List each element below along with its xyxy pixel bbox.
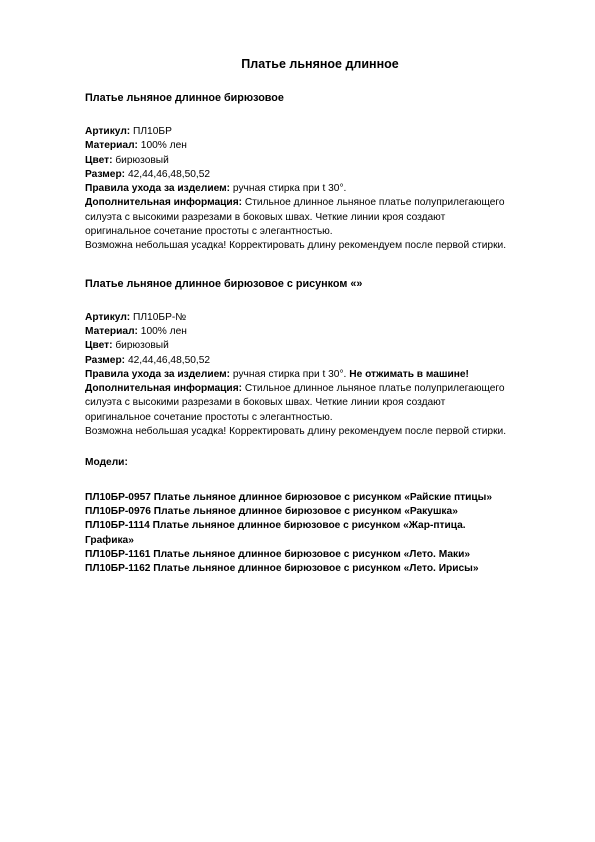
product-title: Платье льняное длинное бирюзовое с рисунком «»	[85, 277, 363, 290]
info-text-line-2: силуэта с высокими разрезами в боковых швах. Четкие линии кроя создают	[85, 211, 446, 223]
models-heading: Модели:	[85, 457, 128, 469]
color-row	[85, 339, 565, 353]
size-value: 42,44,46,48,50,52	[127, 354, 211, 366]
care-label: Правила ухода за изделием:	[85, 183, 231, 195]
model-item: ПЛ10БР-1114 Платье льняное длинное бирюзовое с рисунком «Жар-птица.	[85, 520, 466, 532]
material-row	[85, 139, 565, 153]
article-label: Артикул:	[85, 311, 131, 323]
info-label: Дополнительная информация:	[85, 383, 243, 395]
info-text-line-1: Стильное длинное льняное платье полуприлегающего	[244, 197, 505, 209]
info-text-line-3: оригинальное сочетание простоты с элегантностью.	[85, 226, 333, 238]
document-title: Платье льняное длинное	[241, 57, 399, 71]
material-label: Материал:	[85, 325, 138, 337]
info-row	[85, 382, 565, 396]
product-title: Платье льняное длинное бирюзовое	[85, 92, 284, 104]
size-row	[85, 168, 565, 182]
article-value: ПЛ10БР	[133, 126, 172, 137]
models-section	[85, 456, 565, 576]
article-value: ПЛ10БР-№	[133, 311, 187, 323]
model-item: ПЛ10БР-0976 Платье льняное длинное бирюзовое с рисунком «Ракушка»	[85, 505, 458, 517]
care-warning: Не отжимать в машине!	[349, 368, 469, 380]
model-item: ПЛ10БР-0957 Платье льняное длинное бирюзовое с рисунком «Райские птицы»	[85, 491, 493, 503]
info-text-line-4: Возможна небольшая усадка! Корректировать длину рекомендуем после первой стирки.	[85, 240, 507, 252]
info-text-line-1: Стильное длинное льняное платье полуприлегающего	[244, 383, 505, 395]
model-item-continuation: Графика»	[85, 534, 134, 546]
color-value: бирюзовый	[115, 340, 169, 352]
model-item: ПЛ10БР-1162 Платье льняное длинное бирюзовое с рисунком «Лето. Ирисы»	[85, 563, 479, 575]
size-label: Размер:	[85, 168, 126, 180]
info-label: Дополнительная информация:	[85, 197, 243, 209]
model-item: ПЛ10БР-1161 Платье льняное длинное бирюзовое с рисунком «Лето. Маки»	[85, 548, 471, 560]
care-row	[85, 368, 565, 382]
article-row	[85, 311, 565, 325]
size-value: 42,44,46,48,50,52	[127, 168, 211, 180]
color-label: Цвет:	[85, 340, 113, 352]
material-label: Материал:	[85, 140, 138, 152]
models-list	[85, 491, 565, 577]
article-row	[85, 125, 565, 139]
care-value: ручная стирка при t 30°.	[232, 368, 347, 380]
material-row	[85, 325, 565, 339]
color-row	[85, 154, 565, 168]
info-row	[85, 196, 565, 210]
info-text-line-4: Возможна небольшая усадка! Корректировать длину рекомендуем после первой стирки.	[85, 426, 507, 438]
product-section-1	[85, 91, 565, 254]
material-value: 100% лен	[140, 325, 187, 337]
article-label: Артикул:	[85, 126, 131, 137]
color-label: Цвет:	[85, 154, 113, 166]
care-row	[85, 182, 565, 196]
document-content	[85, 91, 565, 576]
info-text-line-2: силуэта с высокими разрезами в боковых швах. Четкие линии кроя создают	[85, 397, 446, 409]
product-section-2	[85, 277, 565, 440]
size-row	[85, 354, 565, 368]
color-value: бирюзовый	[115, 154, 169, 166]
size-label: Размер:	[85, 354, 126, 366]
care-label: Правила ухода за изделием:	[85, 368, 231, 380]
info-text-line-3: оригинальное сочетание простоты с элегантностью.	[85, 411, 333, 423]
material-value: 100% лен	[140, 140, 187, 152]
care-value: ручная стирка при t 30°.	[232, 183, 347, 195]
